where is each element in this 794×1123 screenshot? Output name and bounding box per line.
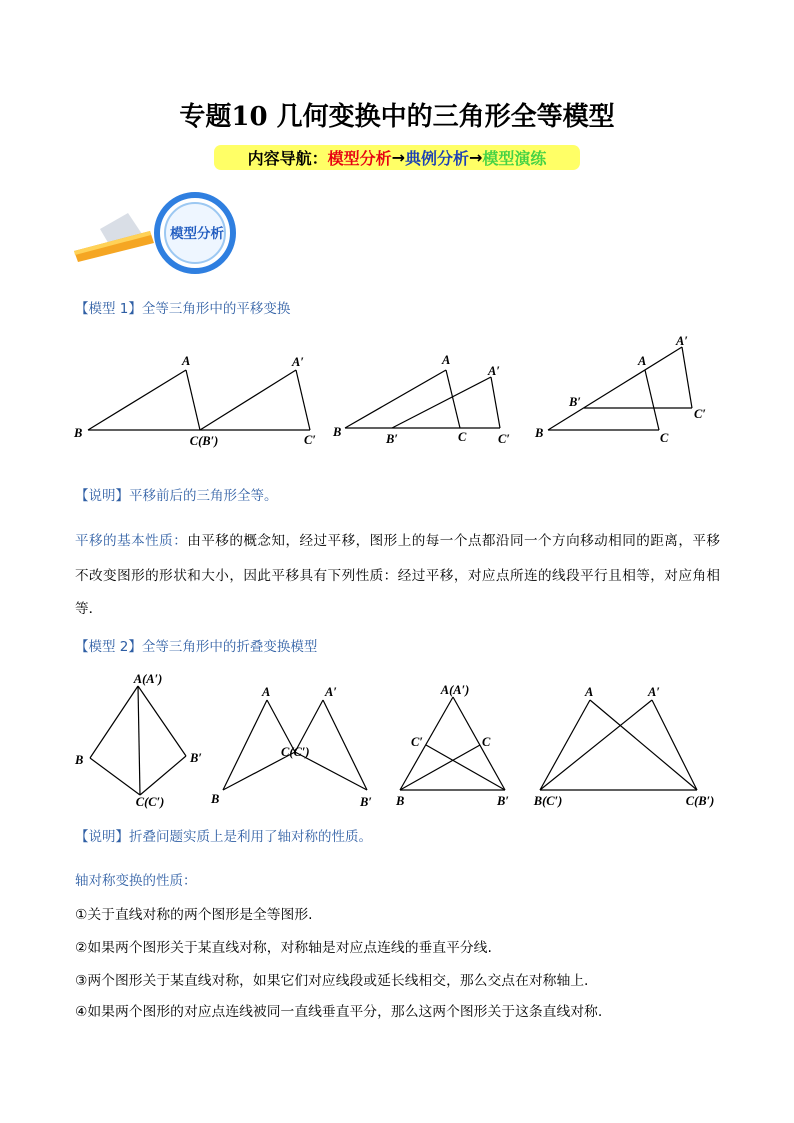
label-c-b-prime: C(B′) [685,794,715,808]
segment-a-b [400,697,453,790]
label-c: C [660,431,669,445]
symmetry-property-item-3: ③两个图形关于某直线对称，如果它们对应线段或延长线相交，那么交点在对称轴上. [75,973,589,989]
label-c-prime: C′ [411,735,423,749]
translation-property-text-1: 由平移的概念知，经过平移，图形上的每一个点都沿同一个方向移动相同的距离，平移 [187,533,720,549]
page-title: 专题10 几何变换中的三角形全等模型 [179,102,615,132]
model2-heading: 【模型 2】全等三角形中的折叠变换模型 [75,639,318,655]
segment-b-prime-a-prime [392,377,491,428]
folding-diagram-2 [210,685,372,809]
nav-arrow-2: → [469,148,483,167]
nav-item-example-analysis: 典例分析 [405,149,470,168]
label-a-prime: A′ [325,685,337,699]
label-c-prime: C′ [304,433,316,447]
label-b-prime: B′ [569,395,581,409]
symmetry-property-item-4: ④如果两个图形的对应点连线被同一直线垂直平分，那么这两个图形关于这条直线对称. [75,1004,603,1020]
segment-a-prime-c-prime [491,377,500,428]
nav-item-model-practice: 模型演练 [482,149,547,168]
label-c-c-prime: C(C′) [281,745,310,759]
model1-heading: 【模型 1】全等三角形中的平移变换 [75,301,291,317]
label-a: A [442,353,451,367]
segment-b-a [88,370,186,430]
badge-label: 模型分析 [170,226,224,242]
label-a: A [182,354,191,368]
symmetry-property-item-2: ②如果两个图形关于某直线对称，对称轴是对应点连线的垂直平分线. [75,940,492,956]
label-c: C [482,735,491,749]
label-b-c-prime: B(C′) [533,794,563,808]
nav-item-model-analysis: 模型分析 [327,149,392,168]
translation-property-line-2: 不改变图形的形状和大小，因此平移具有下列性质：经过平移，对应点所连的线段平行且相等，对应角相 [75,568,720,584]
segment-a-b [90,686,138,758]
segment-b-a [223,700,267,790]
model1-note: 【说明】平移前后的三角形全等。 [75,488,278,504]
segment-b-a [345,370,446,428]
label-c-prime: C′ [498,432,510,446]
segment-b-c [400,745,480,790]
label-a: A [262,685,271,699]
segment-a-c [186,370,200,430]
label-c-prime: C′ [694,407,706,421]
segment-b-prime-a-prime [200,370,296,430]
segment-a-prime-c-prime [682,347,692,408]
translation-diagram-1 [73,354,316,448]
label-c-b-prime: C(B′) [189,434,219,448]
label-b-prime: B′ [190,751,202,765]
label-b: B [75,753,84,767]
label-b: B [74,426,83,440]
label-a-a-prime: A(A′) [133,672,163,686]
label-a-a-prime: A(A′) [440,683,470,697]
segment-a-prime-b-prime [652,700,697,790]
label-a-prime: A′ [292,355,304,369]
translation-diagram-3 [534,334,706,445]
label-b-prime: B′ [497,794,509,808]
folding-diagram-3 [395,683,509,808]
segment-b-c [90,758,140,795]
label-b-prime: B′ [360,795,372,809]
segment-b-a-prime [548,347,682,430]
nav-arrow-1: → [391,148,405,167]
segment-b-prime-a-prime [323,700,367,790]
label-a: A [638,354,647,368]
segment-a-c-axis [138,686,140,795]
label-a-prime: A′ [676,334,688,348]
label-a-prime: A′ [488,364,500,378]
model2-note: 【说明】折叠问题实质上是利用了轴对称的性质。 [75,829,372,845]
nav-prefix: 内容导航： [247,149,328,168]
segment-a-b-prime [453,697,505,790]
translation-property-label: 平移的基本性质： [75,533,188,549]
label-b: B [535,426,544,440]
segment-c-prime-a-prime [540,700,652,790]
folding-diagram-4 [533,685,715,808]
segment-b-prime-c [140,756,186,795]
label-b: B [396,794,405,808]
label-c: C [458,430,467,444]
label-b: B [333,425,342,439]
segment-a-prime-c-prime [296,370,310,430]
symmetry-property-item-1: ①关于直线对称的两个图形是全等图形. [75,907,313,923]
translation-diagram-2 [332,353,510,446]
label-b-prime: B′ [386,432,398,446]
label-c-c-prime: C(C′) [135,795,165,809]
label-b: B [211,792,220,806]
segment-b-prime-c-prime [426,745,505,790]
model-analysis-badge [74,195,233,271]
segment-a-c [590,700,697,790]
segment-a-b-prime [138,686,186,756]
label-a-prime: A′ [648,685,660,699]
segment-b-a [540,700,590,790]
segment-a-c [645,370,659,430]
translation-property-line-3: 等． [75,601,103,617]
label-a: A [585,685,594,699]
symmetry-property-label: 轴对称变换的性质： [75,873,197,889]
folding-diagram-1 [74,672,202,809]
